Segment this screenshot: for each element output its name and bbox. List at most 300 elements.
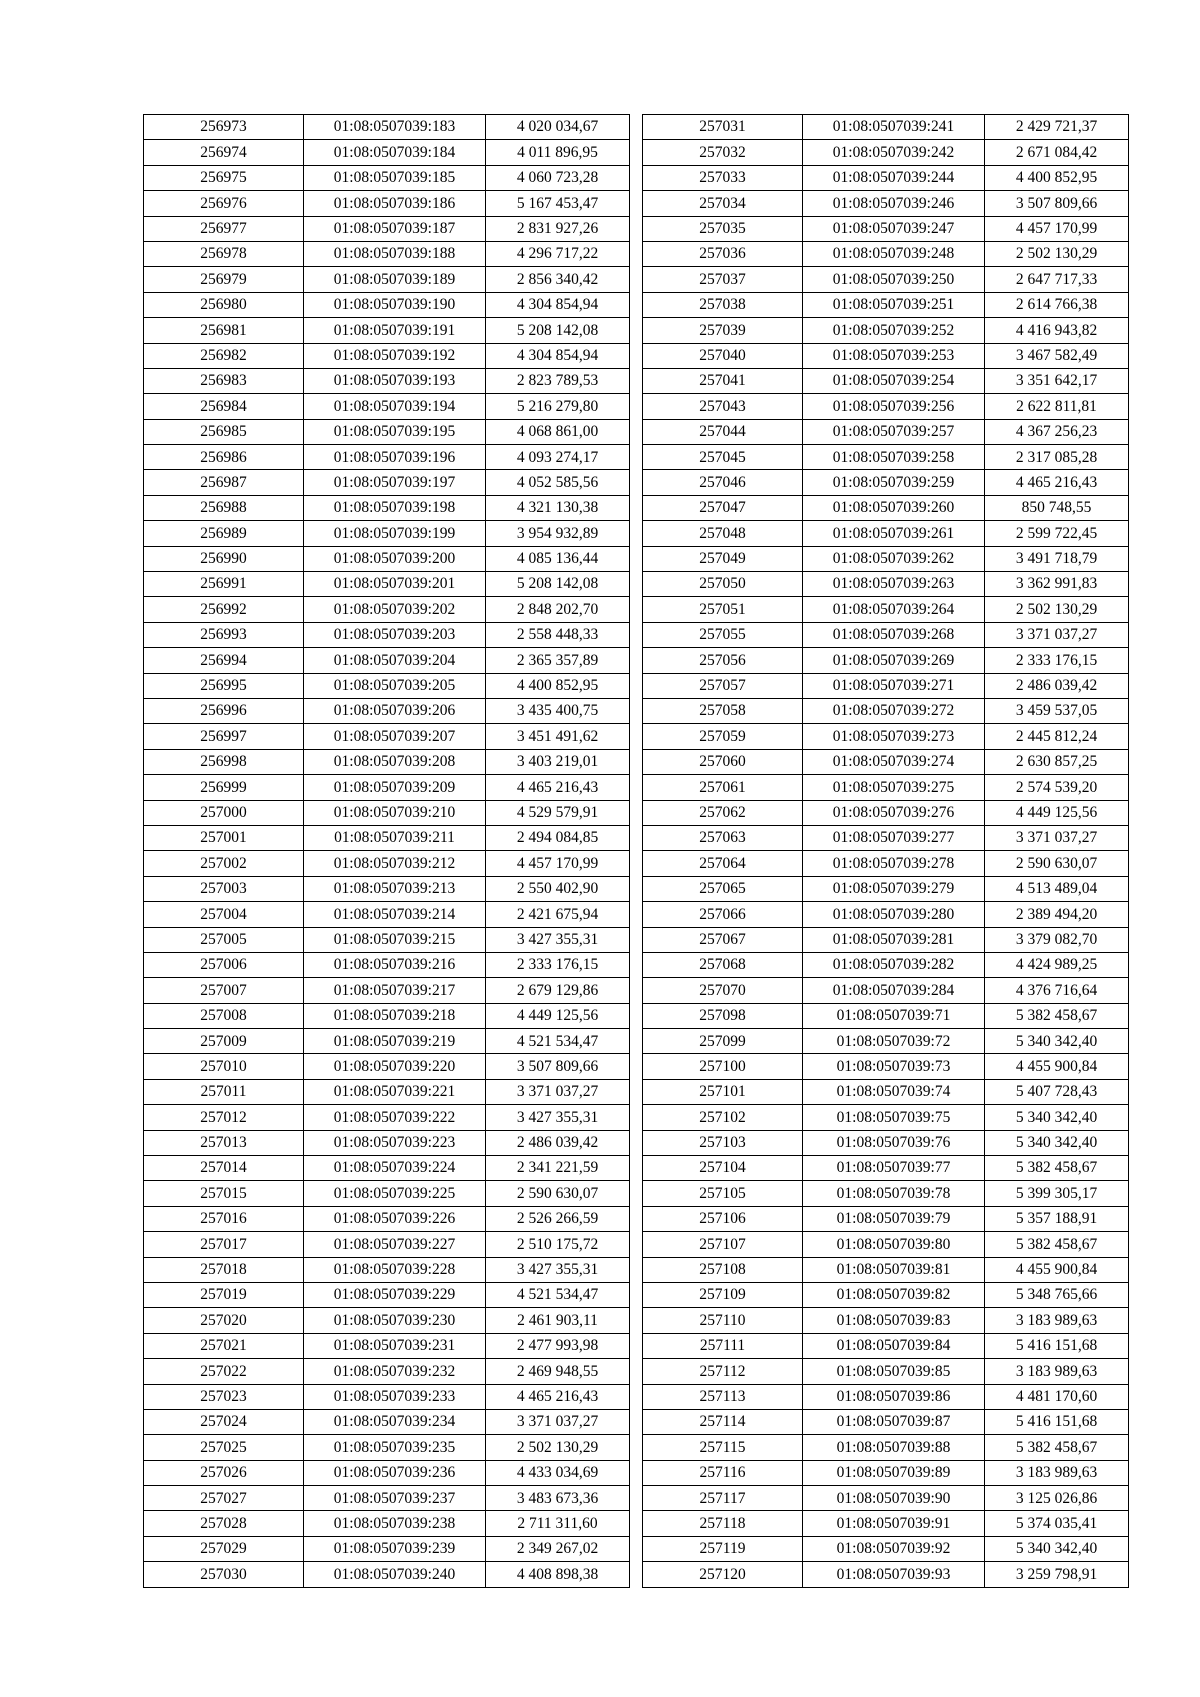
cadastral-number-cell: 01:08:0507039:86 (803, 1384, 985, 1409)
table-row (643, 902, 1129, 927)
table-row (643, 140, 1129, 165)
cadastral-number-cell: 01:08:0507039:240 (304, 1562, 486, 1587)
table-row (144, 648, 630, 673)
table-row (643, 1359, 1129, 1384)
value-cell: 4 455 900,84 (985, 1257, 1129, 1282)
value-cell: 3 459 537,05 (985, 698, 1129, 723)
value-cell: 3 507 809,66 (985, 191, 1129, 216)
table-row (144, 419, 630, 444)
value-cell: 3 371 037,27 (985, 825, 1129, 850)
value-cell: 5 208 142,08 (486, 318, 630, 343)
table-row (144, 470, 630, 495)
table-row (643, 1003, 1129, 1028)
table-row (144, 521, 630, 546)
value-cell: 2 494 084,85 (486, 825, 630, 850)
row-number-cell: 257014 (144, 1156, 304, 1181)
row-number-cell: 256992 (144, 597, 304, 622)
value-cell: 3 362 991,83 (985, 572, 1129, 597)
row-number-cell: 256975 (144, 165, 304, 190)
table-row (144, 876, 630, 901)
value-cell: 4 416 943,82 (985, 318, 1129, 343)
row-number-cell: 256980 (144, 292, 304, 317)
table-row (643, 546, 1129, 571)
table-row (643, 1029, 1129, 1054)
row-number-cell: 257109 (643, 1282, 803, 1307)
value-cell: 3 351 642,17 (985, 368, 1129, 393)
cadastral-number-cell: 01:08:0507039:210 (304, 800, 486, 825)
row-number-cell: 257003 (144, 876, 304, 901)
cadastral-number-cell: 01:08:0507039:205 (304, 673, 486, 698)
value-cell: 2 831 927,26 (486, 216, 630, 241)
table-row (643, 876, 1129, 901)
table-row (144, 1181, 630, 1206)
row-number-cell: 257009 (144, 1029, 304, 1054)
row-number-cell: 257059 (643, 724, 803, 749)
row-number-cell: 257032 (643, 140, 803, 165)
table-row (144, 1359, 630, 1384)
value-cell: 4 481 170,60 (985, 1384, 1129, 1409)
value-cell: 2 599 722,45 (985, 521, 1129, 546)
table-row (643, 419, 1129, 444)
cadastral-number-cell: 01:08:0507039:85 (803, 1359, 985, 1384)
right-table (642, 114, 1129, 1588)
cadastral-number-cell: 01:08:0507039:279 (803, 876, 985, 901)
row-number-cell: 257064 (643, 851, 803, 876)
value-cell: 5 382 458,67 (985, 1435, 1129, 1460)
value-cell: 4 457 170,99 (985, 216, 1129, 241)
table-row (643, 800, 1129, 825)
row-number-cell: 257043 (643, 394, 803, 419)
cadastral-number-cell: 01:08:0507039:239 (304, 1536, 486, 1561)
table-row (144, 1435, 630, 1460)
cadastral-number-cell: 01:08:0507039:183 (304, 115, 486, 140)
value-cell: 2 429 721,37 (985, 115, 1129, 140)
table-row (144, 241, 630, 266)
table-row (643, 673, 1129, 698)
cadastral-number-cell: 01:08:0507039:282 (803, 952, 985, 977)
row-number-cell: 257049 (643, 546, 803, 571)
cadastral-number-cell: 01:08:0507039:185 (304, 165, 486, 190)
row-number-cell: 257046 (643, 470, 803, 495)
value-cell: 2 848 202,70 (486, 597, 630, 622)
row-number-cell: 257020 (144, 1308, 304, 1333)
row-number-cell: 257008 (144, 1003, 304, 1028)
cadastral-number-cell: 01:08:0507039:225 (304, 1181, 486, 1206)
value-cell: 2 349 267,02 (486, 1536, 630, 1561)
row-number-cell: 257034 (643, 191, 803, 216)
cadastral-number-cell: 01:08:0507039:233 (304, 1384, 486, 1409)
table-row (643, 597, 1129, 622)
cadastral-number-cell: 01:08:0507039:234 (304, 1409, 486, 1434)
row-number-cell: 257033 (643, 165, 803, 190)
row-number-cell: 257057 (643, 673, 803, 698)
value-cell: 5 382 458,67 (985, 1003, 1129, 1028)
cadastral-number-cell: 01:08:0507039:271 (803, 673, 985, 698)
row-number-cell: 257107 (643, 1232, 803, 1257)
cadastral-number-cell: 01:08:0507039:79 (803, 1206, 985, 1231)
value-cell: 3 467 582,49 (985, 343, 1129, 368)
cadastral-number-cell: 01:08:0507039:250 (803, 267, 985, 292)
value-cell: 2 550 402,90 (486, 876, 630, 901)
value-cell: 5 340 342,40 (985, 1029, 1129, 1054)
table-row (144, 673, 630, 698)
value-cell: 2 590 630,07 (486, 1181, 630, 1206)
value-cell: 2 590 630,07 (985, 851, 1129, 876)
cadastral-number-cell: 01:08:0507039:93 (803, 1562, 985, 1587)
table-row (643, 1435, 1129, 1460)
table-row (144, 1105, 630, 1130)
row-number-cell: 257017 (144, 1232, 304, 1257)
row-number-cell: 257027 (144, 1486, 304, 1511)
value-cell: 3 125 026,86 (985, 1486, 1129, 1511)
value-cell: 4 060 723,28 (486, 165, 630, 190)
cadastral-number-cell: 01:08:0507039:92 (803, 1536, 985, 1561)
table-row (144, 952, 630, 977)
row-number-cell: 257005 (144, 927, 304, 952)
value-cell: 5 382 458,67 (985, 1156, 1129, 1181)
row-number-cell: 257021 (144, 1333, 304, 1358)
row-number-cell: 256984 (144, 394, 304, 419)
table-row (643, 1105, 1129, 1130)
cadastral-number-cell: 01:08:0507039:261 (803, 521, 985, 546)
row-number-cell: 256988 (144, 495, 304, 520)
value-cell: 2 823 789,53 (486, 368, 630, 393)
cadastral-number-cell: 01:08:0507039:197 (304, 470, 486, 495)
value-cell: 2 461 903,11 (486, 1308, 630, 1333)
value-cell: 3 427 355,31 (486, 927, 630, 952)
value-cell: 2 469 948,55 (486, 1359, 630, 1384)
value-cell: 2 486 039,42 (486, 1130, 630, 1155)
cadastral-number-cell: 01:08:0507039:216 (304, 952, 486, 977)
table-row (643, 521, 1129, 546)
table-row (144, 572, 630, 597)
value-cell: 5 340 342,40 (985, 1536, 1129, 1561)
value-cell: 2 574 539,20 (985, 775, 1129, 800)
table-row (144, 698, 630, 723)
cadastral-number-cell: 01:08:0507039:264 (803, 597, 985, 622)
value-cell: 5 216 279,80 (486, 394, 630, 419)
value-cell: 2 502 130,29 (985, 241, 1129, 266)
cadastral-number-cell: 01:08:0507039:280 (803, 902, 985, 927)
table-row (144, 292, 630, 317)
table-row (643, 1486, 1129, 1511)
value-cell: 4 465 216,43 (486, 775, 630, 800)
value-cell: 3 435 400,75 (486, 698, 630, 723)
row-number-cell: 257113 (643, 1384, 803, 1409)
cadastral-number-cell: 01:08:0507039:83 (803, 1308, 985, 1333)
cadastral-number-cell: 01:08:0507039:199 (304, 521, 486, 546)
cadastral-number-cell: 01:08:0507039:236 (304, 1460, 486, 1485)
cadastral-number-cell: 01:08:0507039:209 (304, 775, 486, 800)
cadastral-number-cell: 01:08:0507039:72 (803, 1029, 985, 1054)
value-cell: 4 529 579,91 (486, 800, 630, 825)
value-cell: 2 679 129,86 (486, 978, 630, 1003)
cadastral-number-cell: 01:08:0507039:193 (304, 368, 486, 393)
table-row (643, 572, 1129, 597)
table-row (144, 1333, 630, 1358)
value-cell: 3 954 932,89 (486, 521, 630, 546)
cadastral-number-cell: 01:08:0507039:263 (803, 572, 985, 597)
table-row (643, 1562, 1129, 1587)
row-number-cell: 257120 (643, 1562, 803, 1587)
table-row (144, 749, 630, 774)
cadastral-number-cell: 01:08:0507039:272 (803, 698, 985, 723)
table-row (643, 648, 1129, 673)
cadastral-number-cell: 01:08:0507039:194 (304, 394, 486, 419)
row-number-cell: 257060 (643, 749, 803, 774)
cadastral-number-cell: 01:08:0507039:227 (304, 1232, 486, 1257)
cadastral-number-cell: 01:08:0507039:84 (803, 1333, 985, 1358)
table-row (144, 825, 630, 850)
row-number-cell: 257106 (643, 1206, 803, 1231)
table-row (643, 1257, 1129, 1282)
value-cell: 3 183 989,63 (985, 1308, 1129, 1333)
table-row (144, 1029, 630, 1054)
value-cell: 3 427 355,31 (486, 1257, 630, 1282)
cadastral-number-cell: 01:08:0507039:71 (803, 1003, 985, 1028)
value-cell: 5 407 728,43 (985, 1079, 1129, 1104)
table-row (643, 1232, 1129, 1257)
value-cell: 3 427 355,31 (486, 1105, 630, 1130)
value-cell: 3 371 037,27 (486, 1409, 630, 1434)
value-cell: 3 451 491,62 (486, 724, 630, 749)
table-row (144, 1384, 630, 1409)
value-cell: 3 371 037,27 (486, 1079, 630, 1104)
table-row (144, 1536, 630, 1561)
table-row (144, 1054, 630, 1079)
row-number-cell: 257019 (144, 1282, 304, 1307)
row-number-cell: 257056 (643, 648, 803, 673)
table-row (643, 241, 1129, 266)
row-number-cell: 256987 (144, 470, 304, 495)
cadastral-number-cell: 01:08:0507039:203 (304, 622, 486, 647)
table-row (643, 978, 1129, 1003)
row-number-cell: 257016 (144, 1206, 304, 1231)
cadastral-number-cell: 01:08:0507039:220 (304, 1054, 486, 1079)
cadastral-number-cell: 01:08:0507039:89 (803, 1460, 985, 1485)
table-row (144, 191, 630, 216)
value-cell: 4 449 125,56 (985, 800, 1129, 825)
value-cell: 2 365 357,89 (486, 648, 630, 673)
cadastral-number-cell: 01:08:0507039:202 (304, 597, 486, 622)
table-row (144, 267, 630, 292)
row-number-cell: 256989 (144, 521, 304, 546)
row-number-cell: 257066 (643, 902, 803, 927)
value-cell: 3 483 673,36 (486, 1486, 630, 1511)
table-row (144, 800, 630, 825)
row-number-cell: 257022 (144, 1359, 304, 1384)
value-cell: 3 491 718,79 (985, 546, 1129, 571)
value-cell: 5 340 342,40 (985, 1105, 1129, 1130)
table-row (643, 927, 1129, 952)
row-number-cell: 257068 (643, 952, 803, 977)
row-number-cell: 257001 (144, 825, 304, 850)
value-cell: 4 455 900,84 (985, 1054, 1129, 1079)
value-cell: 4 521 534,47 (486, 1029, 630, 1054)
value-cell: 2 502 130,29 (985, 597, 1129, 622)
value-cell: 2 333 176,15 (985, 648, 1129, 673)
row-number-cell: 257030 (144, 1562, 304, 1587)
table-row (643, 1384, 1129, 1409)
table-row (144, 1206, 630, 1231)
table-row (643, 1409, 1129, 1434)
row-number-cell: 257114 (643, 1409, 803, 1434)
table-row (643, 292, 1129, 317)
value-cell: 2 647 717,33 (985, 267, 1129, 292)
left-table-body (144, 115, 630, 1588)
value-cell: 4 321 130,38 (486, 495, 630, 520)
value-cell: 4 521 534,47 (486, 1282, 630, 1307)
row-number-cell: 257012 (144, 1105, 304, 1130)
table-row (144, 1562, 630, 1587)
cadastral-number-cell: 01:08:0507039:215 (304, 927, 486, 952)
value-cell: 2 389 494,20 (985, 902, 1129, 927)
table-row (643, 216, 1129, 241)
cadastral-number-cell: 01:08:0507039:73 (803, 1054, 985, 1079)
cadastral-number-cell: 01:08:0507039:196 (304, 445, 486, 470)
table-row (643, 698, 1129, 723)
value-cell: 2 333 176,15 (486, 952, 630, 977)
table-row (643, 775, 1129, 800)
value-cell: 4 304 854,94 (486, 343, 630, 368)
row-number-cell: 257112 (643, 1359, 803, 1384)
value-cell: 4 296 717,22 (486, 241, 630, 266)
cadastral-number-cell: 01:08:0507039:246 (803, 191, 985, 216)
row-number-cell: 257050 (643, 572, 803, 597)
value-cell: 2 630 857,25 (985, 749, 1129, 774)
row-number-cell: 257045 (643, 445, 803, 470)
table-row (643, 851, 1129, 876)
row-number-cell: 257110 (643, 1308, 803, 1333)
row-number-cell: 257067 (643, 927, 803, 952)
cadastral-number-cell: 01:08:0507039:231 (304, 1333, 486, 1358)
row-number-cell: 257026 (144, 1460, 304, 1485)
cadastral-number-cell: 01:08:0507039:244 (803, 165, 985, 190)
value-cell: 2 614 766,38 (985, 292, 1129, 317)
table-row (643, 368, 1129, 393)
table-row (643, 622, 1129, 647)
row-number-cell: 257036 (643, 241, 803, 266)
cadastral-number-cell: 01:08:0507039:212 (304, 851, 486, 876)
row-number-cell: 257044 (643, 419, 803, 444)
table-row (144, 927, 630, 952)
cadastral-number-cell: 01:08:0507039:90 (803, 1486, 985, 1511)
cadastral-number-cell: 01:08:0507039:218 (304, 1003, 486, 1028)
value-cell: 4 465 216,43 (985, 470, 1129, 495)
value-cell: 2 317 085,28 (985, 445, 1129, 470)
cadastral-number-cell: 01:08:0507039:284 (803, 978, 985, 1003)
row-number-cell: 256993 (144, 622, 304, 647)
cadastral-number-cell: 01:08:0507039:247 (803, 216, 985, 241)
row-number-cell: 257065 (643, 876, 803, 901)
row-number-cell: 257015 (144, 1181, 304, 1206)
cadastral-number-cell: 01:08:0507039:256 (803, 394, 985, 419)
table-row (144, 1308, 630, 1333)
value-cell: 4 457 170,99 (486, 851, 630, 876)
table-row (643, 1181, 1129, 1206)
cadastral-number-cell: 01:08:0507039:201 (304, 572, 486, 597)
value-cell: 2 477 993,98 (486, 1333, 630, 1358)
value-cell: 2 341 221,59 (486, 1156, 630, 1181)
value-cell: 2 856 340,42 (486, 267, 630, 292)
value-cell: 5 357 188,91 (985, 1206, 1129, 1231)
cadastral-number-cell: 01:08:0507039:281 (803, 927, 985, 952)
row-number-cell: 257117 (643, 1486, 803, 1511)
row-number-cell: 257098 (643, 1003, 803, 1028)
value-cell: 3 507 809,66 (486, 1054, 630, 1079)
cadastral-number-cell: 01:08:0507039:81 (803, 1257, 985, 1282)
cadastral-number-cell: 01:08:0507039:198 (304, 495, 486, 520)
row-number-cell: 257116 (643, 1460, 803, 1485)
row-number-cell: 256997 (144, 724, 304, 749)
row-number-cell: 256982 (144, 343, 304, 368)
row-number-cell: 256974 (144, 140, 304, 165)
cadastral-number-cell: 01:08:0507039:200 (304, 546, 486, 571)
cadastral-number-cell: 01:08:0507039:242 (803, 140, 985, 165)
value-cell: 4 020 034,67 (486, 115, 630, 140)
cadastral-number-cell: 01:08:0507039:80 (803, 1232, 985, 1257)
value-cell: 5 416 151,68 (985, 1333, 1129, 1358)
table-row (643, 318, 1129, 343)
cadastral-number-cell: 01:08:0507039:222 (304, 1105, 486, 1130)
table-row (144, 724, 630, 749)
cadastral-number-cell: 01:08:0507039:214 (304, 902, 486, 927)
cadastral-number-cell: 01:08:0507039:276 (803, 800, 985, 825)
value-cell: 5 399 305,17 (985, 1181, 1129, 1206)
table-row (643, 191, 1129, 216)
table-row (144, 1156, 630, 1181)
value-cell: 2 510 175,72 (486, 1232, 630, 1257)
cadastral-number-cell: 01:08:0507039:195 (304, 419, 486, 444)
table-row (144, 1409, 630, 1434)
cadastral-number-cell: 01:08:0507039:223 (304, 1130, 486, 1155)
cadastral-number-cell: 01:08:0507039:269 (803, 648, 985, 673)
row-number-cell: 257041 (643, 368, 803, 393)
value-cell: 4 093 274,17 (486, 445, 630, 470)
row-number-cell: 256976 (144, 191, 304, 216)
table-row (144, 546, 630, 571)
row-number-cell: 256999 (144, 775, 304, 800)
cadastral-number-cell: 01:08:0507039:257 (803, 419, 985, 444)
row-number-cell: 257099 (643, 1029, 803, 1054)
value-cell: 2 671 084,42 (985, 140, 1129, 165)
cadastral-number-cell: 01:08:0507039:258 (803, 445, 985, 470)
value-cell: 3 403 219,01 (486, 749, 630, 774)
value-cell: 4 424 989,25 (985, 952, 1129, 977)
cadastral-number-cell: 01:08:0507039:75 (803, 1105, 985, 1130)
row-number-cell: 256981 (144, 318, 304, 343)
table-row (144, 165, 630, 190)
row-number-cell: 257102 (643, 1105, 803, 1130)
value-cell: 4 304 854,94 (486, 292, 630, 317)
row-number-cell: 257111 (643, 1333, 803, 1358)
table-row (643, 749, 1129, 774)
cadastral-number-cell: 01:08:0507039:241 (803, 115, 985, 140)
value-cell: 2 711 311,60 (486, 1511, 630, 1536)
cadastral-number-cell: 01:08:0507039:184 (304, 140, 486, 165)
row-number-cell: 257025 (144, 1435, 304, 1460)
row-number-cell: 256986 (144, 445, 304, 470)
row-number-cell: 256991 (144, 572, 304, 597)
row-number-cell: 256978 (144, 241, 304, 266)
table-row (144, 1282, 630, 1307)
cadastral-number-cell: 01:08:0507039:275 (803, 775, 985, 800)
value-cell: 2 445 812,24 (985, 724, 1129, 749)
row-number-cell: 257108 (643, 1257, 803, 1282)
table-row (144, 368, 630, 393)
value-cell: 2 558 448,33 (486, 622, 630, 647)
cadastral-number-cell: 01:08:0507039:74 (803, 1079, 985, 1104)
